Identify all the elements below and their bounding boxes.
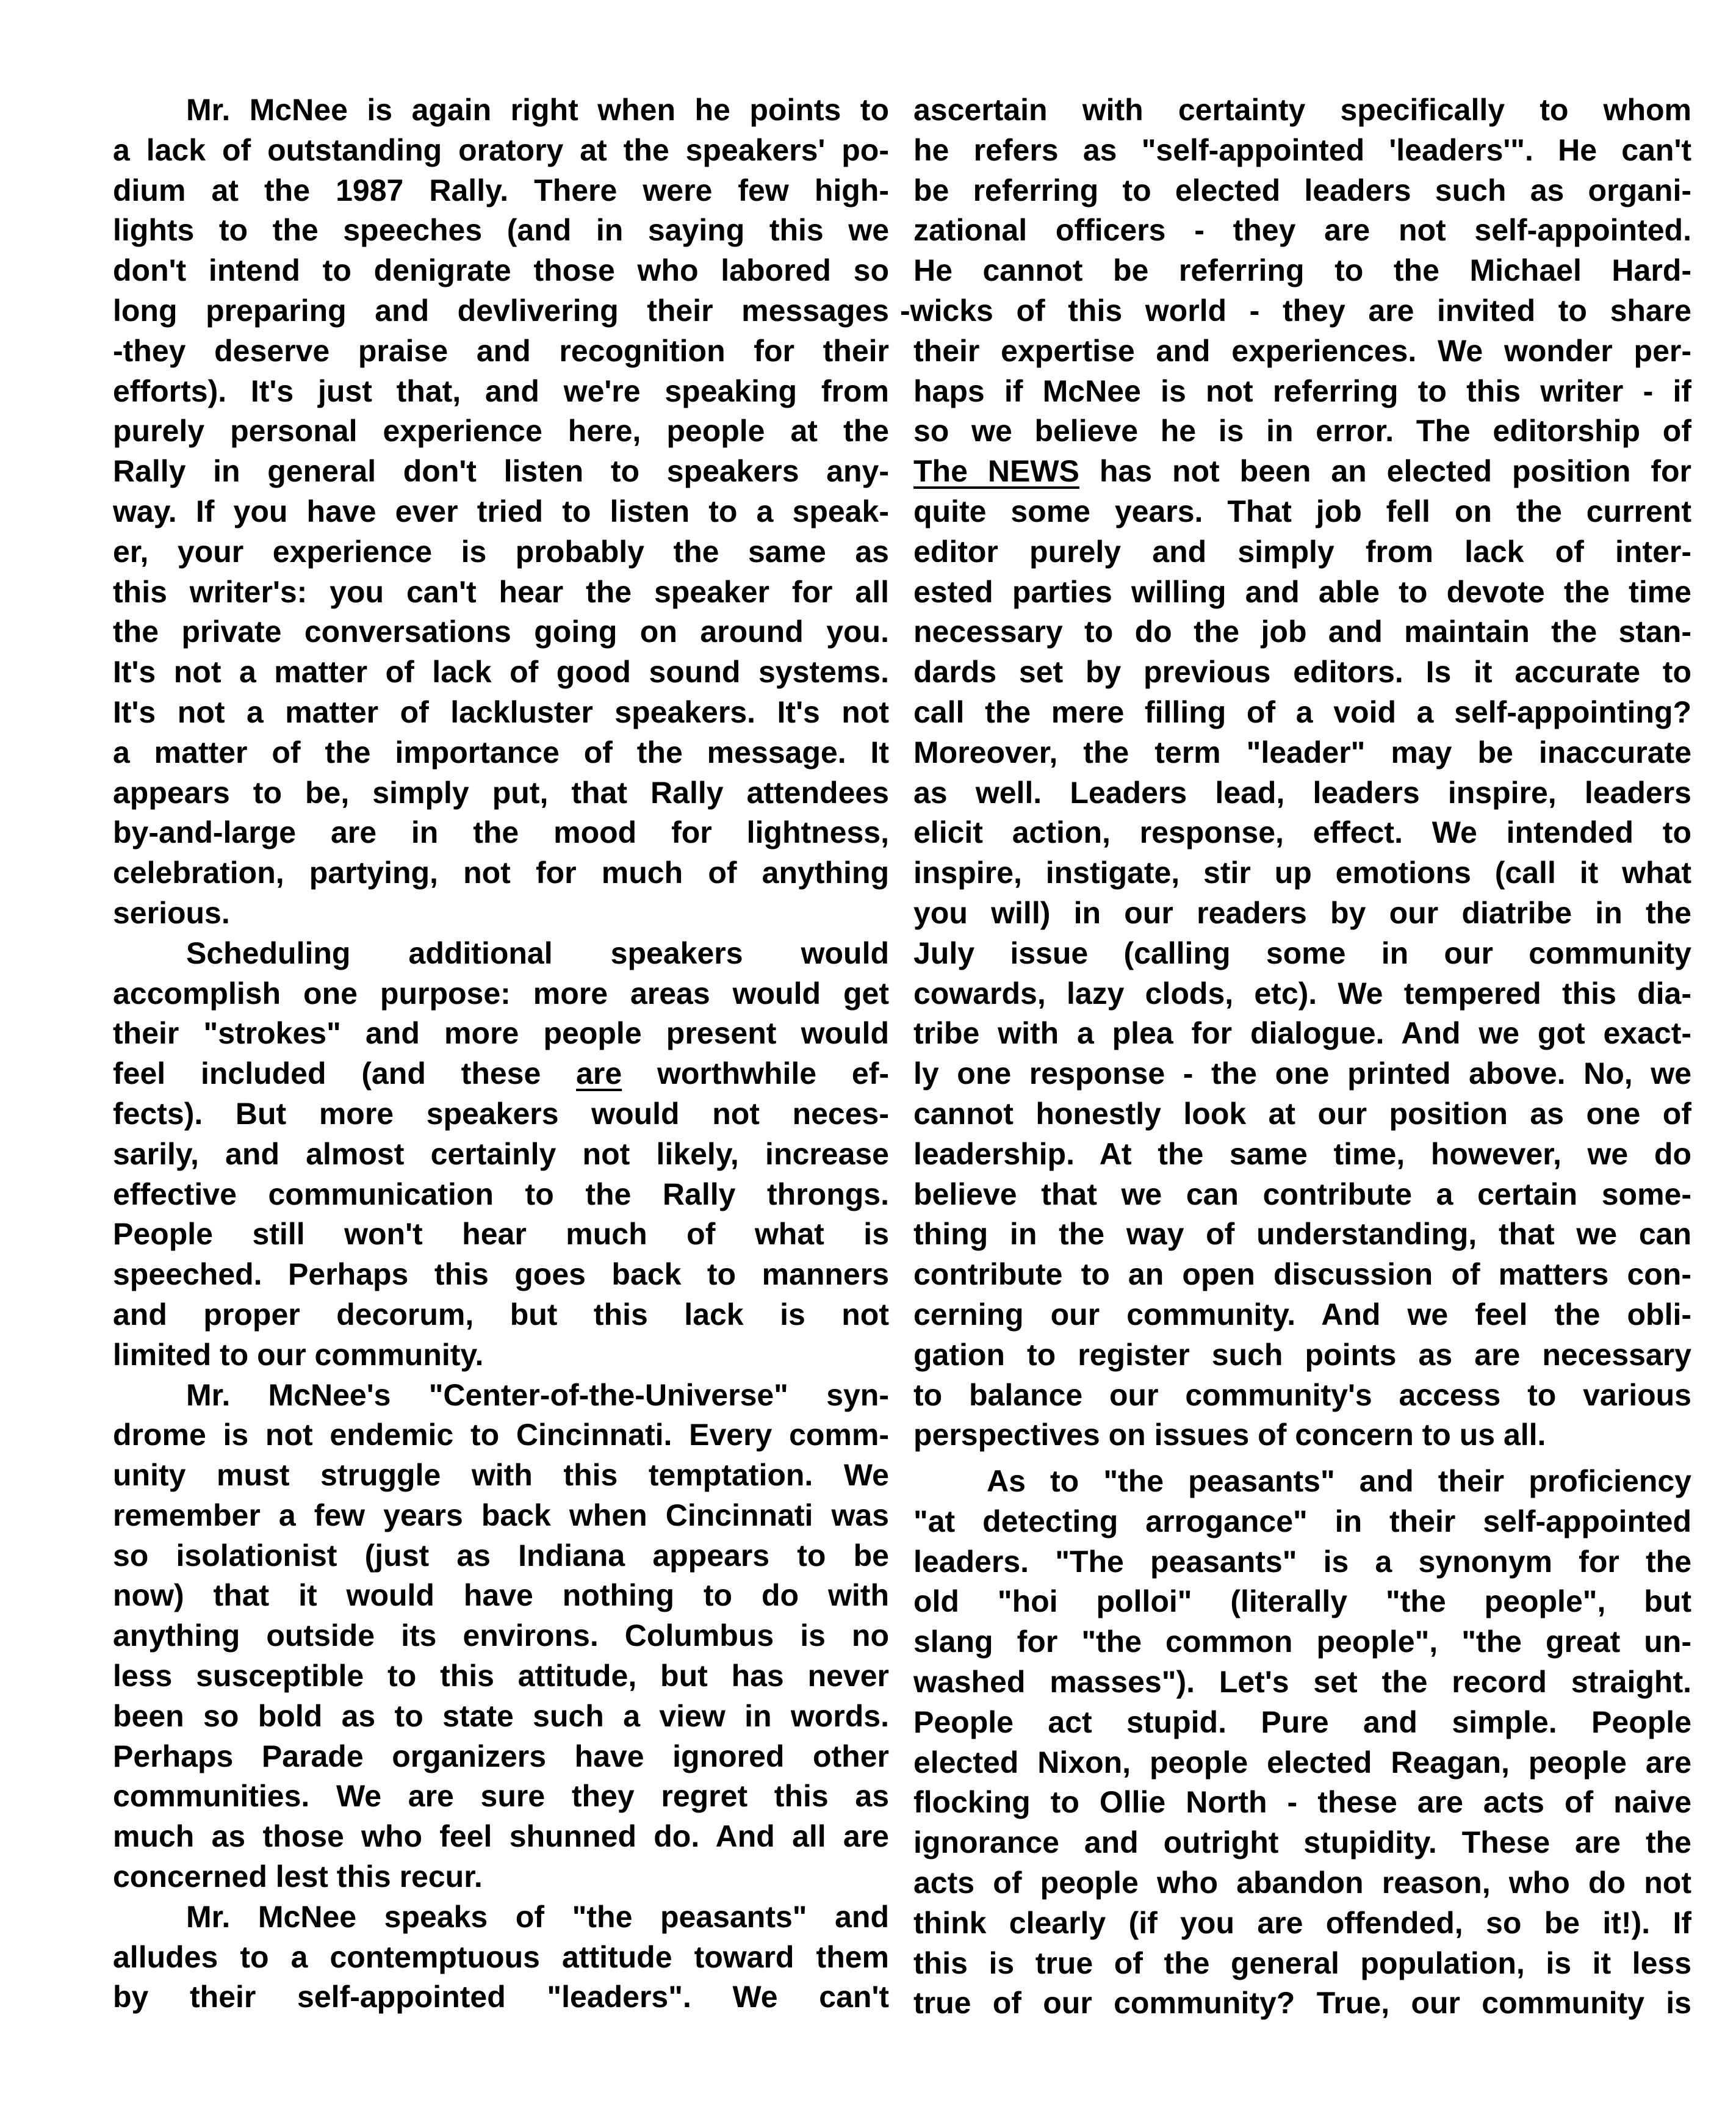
text-line: efforts). It's just that, and we're speaking from [113, 373, 889, 408]
text-line: cannot honestly look at our position as one of [913, 1096, 1691, 1131]
text-line: People act stupid. Pure and simple. People [913, 1704, 1691, 1739]
text-line: communities. We are sure they regret this as [113, 1779, 889, 1814]
text-line: their "strokes" and more people present would [113, 1016, 889, 1051]
text-line: and proper decorum, but this lack is not [113, 1297, 889, 1332]
text-line: haps if McNee is not referring to this writer - if [913, 373, 1691, 408]
text-line: -they deserve praise and recognition for their [113, 333, 889, 368]
text-line: He cannot be referring to the Michael Hard- [913, 253, 1691, 288]
text-line: their expertise and experiences. We wonder per- [913, 333, 1691, 368]
text-line: lights to the speeches (and in saying this we [113, 213, 889, 248]
text-line: dium at the 1987 Rally. There were few high- [113, 173, 889, 207]
text-line: don't intend to denigrate those who labored so [113, 253, 889, 288]
underlined-text: The NEWS [913, 454, 1079, 489]
text-line: as well. Leaders lead, leaders inspire, leaders [913, 775, 1691, 810]
text-line: It's not a matter of lackluster speakers. It's not [113, 694, 889, 729]
text-line: washed masses"). Let's set the record straight. [913, 1665, 1691, 1700]
text-line: celebration, partying, not for much of anything [113, 856, 889, 890]
text-line: call the mere filling of a void a self-appointing? [913, 694, 1691, 729]
text-line: drome is not endemic to Cincinnati. Every comm- [113, 1418, 889, 1452]
text-segment: feel included (and these [113, 1056, 577, 1091]
text-line [913, 452, 1691, 492]
text-line: Moreover, the term "leader" may be inaccurate [913, 735, 1691, 770]
text-segment: worthwhile ef- [622, 1056, 889, 1091]
text-line: effective communication to the Rally throngs. [113, 1177, 889, 1211]
text-line: less susceptible to this attitude, but has never [113, 1659, 889, 1693]
text-line: by their self-appointed "leaders". We can't [113, 1980, 889, 2014]
text-line: Mr. McNee speaks of "the peasants" and [186, 1899, 889, 1934]
text-line: As to "the peasants" and their proficiency [987, 1464, 1691, 1499]
text-line: ignorance and outright stupidity. These are the [913, 1825, 1691, 1860]
text-line: true of our community? True, our community is [913, 1986, 1691, 2021]
text-line: Scheduling additional speakers would [186, 936, 889, 970]
text-line: Perhaps Parade organizers have ignored other [113, 1739, 889, 1773]
text-line: think clearly (if you are offended, so be it!). If [913, 1905, 1691, 1940]
text-line: serious. [113, 895, 230, 930]
text-line: remember a few years back when Cincinnati was [113, 1498, 889, 1532]
text-line: limited to our community. [113, 1337, 484, 1372]
text-line: zational officers - they are not self-appointed. [913, 213, 1691, 248]
text-line: It's not a matter of lack of good sound systems. [113, 655, 889, 690]
text-line: he refers as "self-appointed 'leaders'". He can't [913, 132, 1691, 167]
text-line: -wicks of this world - they are invited to share [900, 293, 1691, 328]
left-column [113, 90, 889, 2018]
text-line: necessary to do the job and maintain the stan- [913, 615, 1691, 649]
text-line: purely personal experience here, people at the [113, 414, 889, 449]
text-line: editor purely and simply from lack of inter- [913, 534, 1691, 569]
text-line: People still won't hear much of what is [113, 1217, 889, 1252]
text-line: so we believe he is in error. The editorship of [913, 414, 1691, 449]
text-line: ascertain with certainty specifically to whom [913, 93, 1691, 127]
text-line: inspire, instigate, stir up emotions (call it what [913, 856, 1691, 890]
text-line: acts of people who abandon reason, who do not [913, 1866, 1691, 1900]
underlined-text: are [576, 1056, 622, 1091]
text-line: been so bold as to state such a view in words. [113, 1698, 889, 1733]
text-line: flocking to Ollie North - these are acts of naive [913, 1785, 1691, 1820]
text-line: Rally in general don't listen to speakers any- [113, 454, 889, 489]
text-line: unity must struggle with this temptation. We [113, 1458, 889, 1493]
text-line: elected Nixon, people elected Reagan, people are [913, 1745, 1691, 1780]
text-line: slang for "the common people", "the great un- [913, 1625, 1691, 1659]
text-line: sarily, and almost certainly not likely, increase [113, 1136, 889, 1171]
text-line: leadership. At the same time, however, we do [913, 1136, 1691, 1171]
text-segment: has not been an elected position for [1079, 454, 1691, 489]
text-line: July issue (calling some in our community [913, 936, 1691, 970]
text-line: fects). But more speakers would not neces- [113, 1096, 889, 1131]
text-line: cerning our community. And we feel the obli- [913, 1297, 1691, 1332]
right-column [900, 90, 1691, 2024]
text-line: the private conversations going on around you. [113, 615, 889, 649]
text-line: this is true of the general population, is it less [913, 1946, 1691, 1980]
text-line: a matter of the importance of the message. It [113, 735, 889, 770]
text-line: quite some years. That job fell on the current [913, 494, 1691, 528]
text-line: gation to register such points as are necessary [913, 1337, 1691, 1372]
text-line: accomplish one purpose: more areas would get [113, 976, 889, 1011]
text-line: this writer's: you can't hear the speaker for all [113, 574, 889, 609]
text-line: to balance our community's access to various [913, 1377, 1691, 1412]
text-line: much as those who feel shunned do. And all are [113, 1819, 889, 1854]
text-line: contribute to an open discussion of matters con- [913, 1257, 1691, 1292]
text-line: by-and-large are in the mood for lightness, [113, 815, 889, 850]
text-line: cowards, lazy clods, etc). We tempered this dia- [913, 976, 1691, 1011]
text-line: now) that it would have nothing to do with [113, 1578, 889, 1613]
text-line: anything outside its environs. Columbus is no [113, 1618, 889, 1653]
text-line: elicit action, response, effect. We intended to [913, 815, 1691, 850]
text-line: speeched. Perhaps this goes back to manners [113, 1257, 889, 1292]
text-line: appears to be, simply put, that Rally attendees [113, 775, 889, 810]
text-line: Mr. McNee is again right when he points to [186, 93, 889, 127]
text-line: a lack of outstanding oratory at the speakers' po- [113, 132, 889, 167]
text-line: be referring to elected leaders such as organi- [913, 173, 1691, 207]
text-line: ly one response - the one printed above. No, we [913, 1056, 1691, 1091]
text-line: perspectives on issues of concern to us all. [913, 1418, 1546, 1452]
text-line: Mr. McNee's "Center-of-the-Universe" syn- [186, 1377, 889, 1412]
text-line: you will) in our readers by our diatribe in the [913, 895, 1691, 930]
text-line: believe that we can contribute a certain some- [913, 1177, 1691, 1211]
text-line: dards set by previous editors. Is it accurate to [913, 655, 1691, 690]
text-line: er, your experience is probably the same as [113, 534, 889, 569]
text-line: thing in the way of understanding, that we can [913, 1217, 1691, 1252]
text-line: concerned lest this recur. [113, 1859, 483, 1894]
text-line: tribe with a plea for dialogue. And we got exact- [913, 1016, 1691, 1051]
text-line: alludes to a contemptuous attitude toward them [113, 1939, 889, 1974]
text-line: long preparing and devlivering their messages [113, 293, 889, 328]
text-line: ested parties willing and able to devote the time [913, 574, 1691, 609]
text-line: leaders. "The peasants" is a synonym for the [913, 1544, 1691, 1579]
text-line: way. If you have ever tried to listen to a speak- [113, 494, 889, 528]
text-line: old "hoi polloi" (literally "the people", but [913, 1584, 1691, 1619]
text-line: so isolationist (just as Indiana appears to be [113, 1538, 889, 1573]
text-line: "at detecting arrogance" in their self-appointed [913, 1504, 1691, 1538]
text-line [113, 1054, 889, 1094]
